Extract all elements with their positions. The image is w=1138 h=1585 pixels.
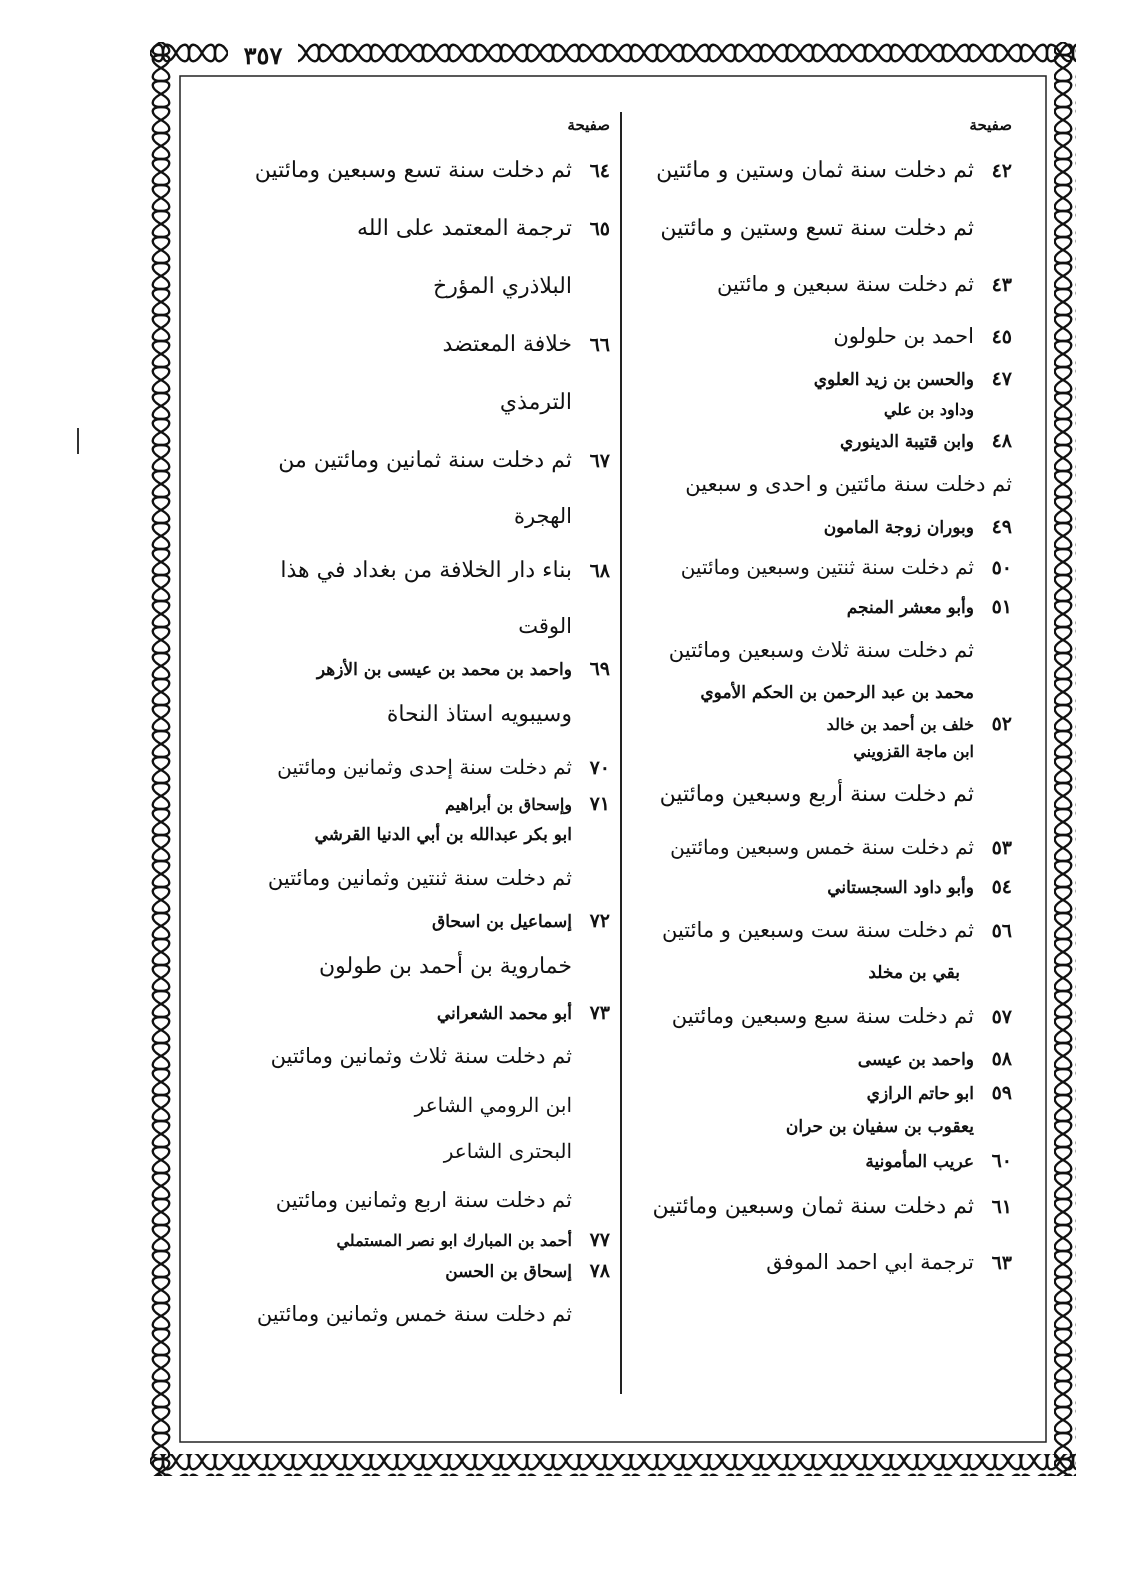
toc-entry [210, 904, 610, 938]
entry-title: ثم دخلت سنة سبعين و مائتين [717, 272, 974, 296]
toc-entry [632, 1110, 1012, 1144]
entry-title: وداود بن علي [883, 400, 974, 419]
column-divider [620, 112, 622, 1394]
page-ref: ٤٥ [991, 326, 1012, 348]
entry-title: ثم دخلت سنة سبع وسبعين ومائتين [671, 1004, 974, 1028]
entry-title: ثم دخلت سنة ثمان وسبعين ومائتين [652, 1194, 974, 1219]
entry-title: ثم دخلت سنة ثنتين وثمانين ومائتين [267, 866, 572, 890]
toc-entry [632, 544, 1012, 590]
toc-entry [210, 200, 610, 258]
toc-entry [632, 1042, 1012, 1076]
entry-title: ثم دخلت سنة ثلاث وثمانين ومائتين [270, 1044, 572, 1068]
toc-entry [210, 852, 610, 904]
page-ref: ٤٧ [991, 368, 1012, 390]
toc-entry [632, 458, 1012, 510]
page-ref: ٤٩ [991, 516, 1012, 538]
entry-title: ثم دخلت سنة ست وسبعين و مائتين [661, 918, 974, 942]
page-ref: ٥٤ [991, 876, 1012, 898]
entry-title: محمد بن عبد الرحمن بن الحكم الأموي [700, 683, 974, 703]
page-ref: ٦٨ [589, 560, 610, 582]
toc-column-right [632, 108, 1012, 1288]
toc-entry [632, 396, 1012, 424]
entry-title: الوقت [518, 614, 572, 638]
entry-title: ثم دخلت سنة ثمان وستين و مائتين [656, 158, 974, 183]
page-ref: ٦٩ [589, 658, 610, 680]
toc-entry [632, 362, 1012, 396]
entry-title: احمد بن حلولون [833, 324, 974, 348]
toc-entry [210, 600, 610, 652]
toc-entry [210, 374, 610, 432]
page-ref: ٥٨ [991, 1048, 1012, 1070]
column-header: صفيحة [969, 116, 1012, 134]
entry-title: وابن قتيبة الدينوري [839, 432, 974, 452]
page-ref: ٧١ [589, 793, 610, 815]
page-ref: ٦٧ [589, 450, 610, 472]
entry-title: بقي بن مخلد [868, 963, 960, 983]
page-ref: ٥٠ [991, 557, 1012, 579]
page-ref: ٥٩ [991, 1082, 1012, 1104]
toc-entry [632, 824, 1012, 870]
toc-entry [210, 258, 610, 316]
toc-entry [632, 990, 1012, 1042]
page-ref: ٧٧ [589, 1229, 610, 1251]
entry-title: البلاذري المؤرخ [433, 274, 572, 299]
entry-title: إسحاق بن الحسن [445, 1262, 572, 1282]
page-ref: ٤٢ [991, 160, 1012, 182]
page-ref: ٧٠ [589, 757, 610, 779]
entry-title: عريب المأمونية [865, 1152, 974, 1172]
toc-entry [210, 1128, 610, 1174]
toc-entry [632, 904, 1012, 956]
page-ref: ٦٠ [991, 1150, 1012, 1172]
entry-title: خمارویة بن أحمد بن طولون [319, 954, 572, 979]
entry-title: ابو حاتم الرازي [866, 1084, 974, 1104]
entry-title: الترمذي [499, 390, 572, 415]
toc-entry [210, 1082, 610, 1128]
toc-entry [210, 542, 610, 600]
toc-entry [632, 424, 1012, 458]
toc-entry [210, 790, 610, 818]
toc-entry [210, 938, 610, 996]
toc-entry [210, 316, 610, 374]
page-ref: ٦٣ [991, 1252, 1012, 1274]
entry-title: ابو بكر عبدالله بن أبي الدنيا القرشي [314, 825, 572, 845]
column-header: صفيحة [567, 116, 610, 134]
entry-title: بناء دار الخلافة من بغداد في هذا [280, 558, 572, 583]
toc-entry [632, 258, 1012, 310]
entry-title: وإسحاق بن أبراهيم [444, 795, 572, 814]
page-ref: ٥٣ [991, 837, 1012, 859]
toc-entry [210, 490, 610, 542]
entry-title: خلافة المعتضد [442, 332, 572, 357]
toc-entry [632, 1076, 1012, 1110]
toc-entry [632, 310, 1012, 362]
toc-entry [632, 676, 1012, 710]
toc-entry [210, 1174, 610, 1226]
page-ref: ٥٦ [991, 920, 1012, 942]
entry-title: ثم دخلت سنة ثنتين وسبعين ومائتين [680, 555, 974, 579]
page-ref: ٦٤ [589, 160, 610, 182]
entry-title: يعقوب بن سفيان بن حران [785, 1117, 974, 1137]
toc-entry [210, 1254, 610, 1288]
entry-title: وسيبويه استاذ النحاة [386, 702, 572, 727]
toc-entry [210, 1288, 610, 1340]
entry-title: ثم دخلت سنة خمس وسبعين ومائتين [670, 835, 974, 859]
toc-entry [632, 1236, 1012, 1288]
toc-entry [632, 624, 1012, 676]
toc-entry [210, 818, 610, 852]
entry-title: ثم دخلت سنة ثلاث وسبعين ومائتين [668, 638, 974, 662]
entry-title: ابن ماجة القزويني [853, 742, 974, 761]
toc-column-left [210, 108, 610, 1340]
page-ref: ٦٦ [589, 334, 610, 356]
page-ref: ٤٨ [991, 430, 1012, 452]
toc-entry [210, 996, 610, 1030]
toc-entry [632, 590, 1012, 624]
page-ref: ٦٥ [589, 218, 610, 240]
page-ref: ٥١ [991, 596, 1012, 618]
entry-title: ثم دخلت سنة مائتين و احدى و سبعين [685, 472, 1012, 496]
entry-title: ثم دخلت سنة أربع وسبعين ومائتين [659, 782, 974, 807]
entry-title: أحمد بن المبارك ابو نصر المستملي [336, 1231, 572, 1250]
toc-entry [632, 956, 1012, 990]
entry-title: واحمد بن محمد بن عيسى بن الأزهر [316, 660, 572, 680]
page-number: ٣٥٧ [228, 40, 298, 72]
page-ref: ٥٢ [991, 713, 1012, 735]
entry-title: أبو محمد الشعراني [436, 1004, 572, 1024]
entry-title: واحمد بن عيسى [857, 1050, 974, 1070]
entry-title: والحسن بن زيد العلوي [813, 370, 974, 390]
toc-entry [632, 766, 1012, 824]
entry-title: وأبو معشر المنجم [846, 598, 974, 618]
entry-title: ثم دخلت سنة ثمانين ومائتين من [278, 448, 572, 473]
entry-title: ثم دخلت سنة تسع وسبعين ومائتين [254, 158, 572, 183]
toc-entry [210, 1030, 610, 1082]
entry-title: وبوران زوجة المامون [823, 518, 974, 538]
entry-title: ثم دخلت سنة خمس وثمانين ومائتين [256, 1302, 572, 1326]
page-ref: ٧٢ [589, 910, 610, 932]
entry-title: الهجرة [513, 504, 572, 528]
toc-entry [210, 142, 610, 200]
toc-entry [632, 142, 1012, 200]
entry-title: خلف بن أحمد بن خالد [826, 715, 974, 734]
page-ref: ٥٧ [991, 1006, 1012, 1028]
margin-mark [77, 428, 79, 454]
toc-entry [210, 744, 610, 790]
toc-entry [632, 510, 1012, 544]
entry-title: البحترى الشاعر [443, 1139, 572, 1163]
toc-entry [632, 200, 1012, 258]
toc-entry [210, 1226, 610, 1254]
page-ref: ٦١ [991, 1196, 1012, 1218]
toc-entry [632, 710, 1012, 738]
entry-title: ترجمة المعتمد على الله [356, 216, 572, 241]
toc-entry [632, 738, 1012, 766]
page-ref: ٧٨ [589, 1260, 610, 1282]
entry-title: ترجمة ابي احمد الموفق [766, 1250, 974, 1274]
entry-title: ثم دخلت سنة اربع وثمانين ومائتين [275, 1188, 572, 1212]
toc-entry [632, 1144, 1012, 1178]
entry-title: وأبو داود السجستاني [827, 878, 974, 898]
toc-entry [632, 1178, 1012, 1236]
entry-title: ثم دخلت سنة تسع وستين و مائتين [660, 216, 974, 241]
toc-entry [210, 432, 610, 490]
entry-title: إسماعيل بن اسحاق [432, 912, 572, 932]
toc-entry [210, 686, 610, 744]
page-ref: ٧٣ [589, 1002, 610, 1024]
toc-entry [210, 652, 610, 686]
entry-title: ابن الرومي الشاعر [414, 1093, 572, 1117]
entry-title: ثم دخلت سنة إحدى وثمانين ومائتين [277, 755, 572, 779]
page-ref: ٤٣ [991, 274, 1012, 296]
toc-entry [632, 870, 1012, 904]
